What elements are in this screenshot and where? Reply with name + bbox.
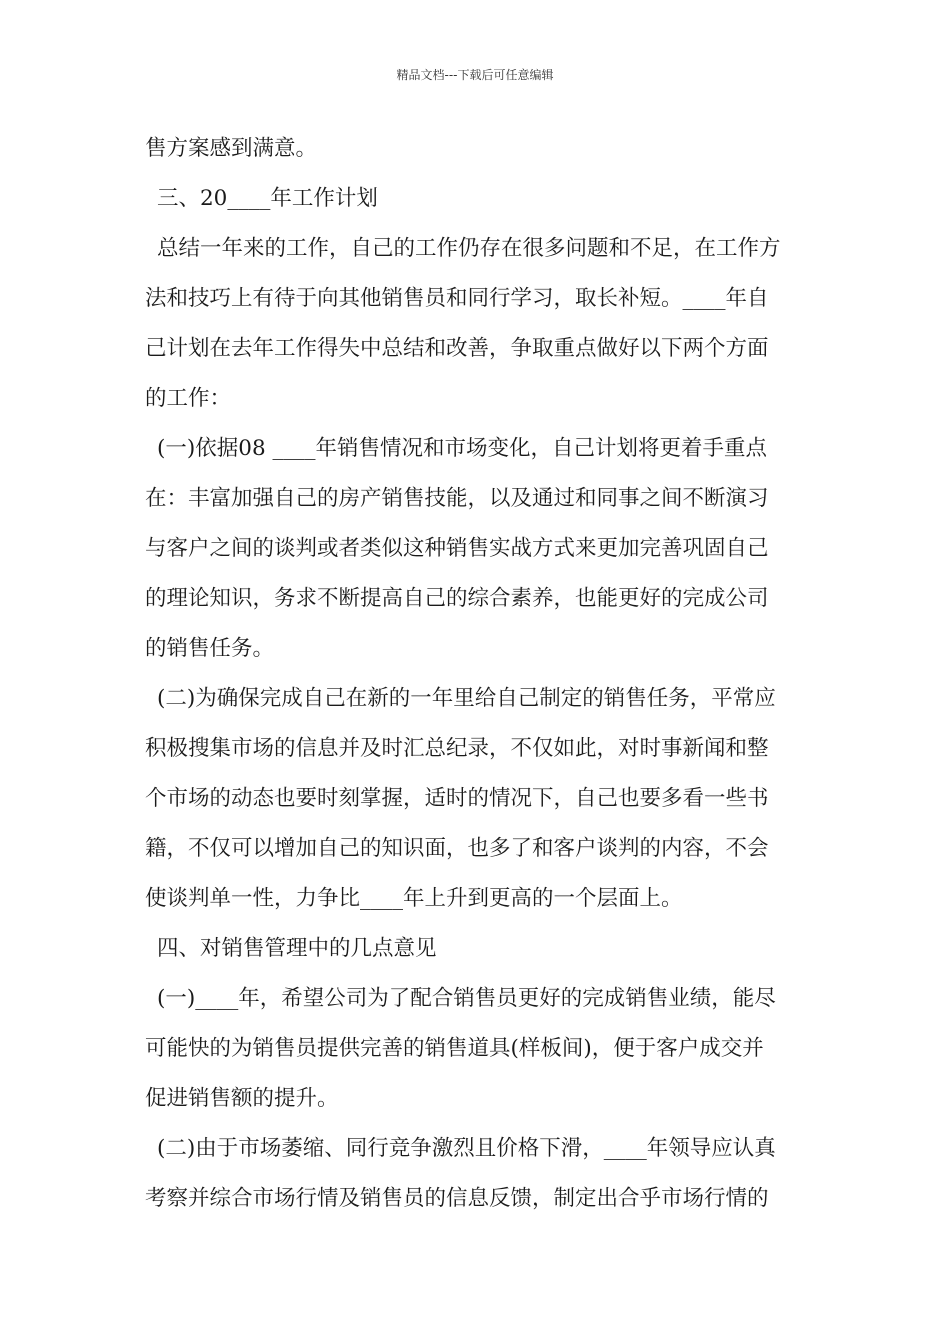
text-line: (二)由于市场萎缩、同行竞争激烈且价格下滑，____年领导应认真 bbox=[157, 1136, 776, 1161]
text-line: (一)____年，希望公司为了配合销售员更好的完成销售业绩，能尽 bbox=[157, 986, 776, 1011]
text-line: 积极搜集市场的信息并及时汇总纪录，不仅如此，对时事新闻和整 bbox=[145, 736, 769, 761]
text-line: 在：丰富加强自己的房产销售技能，以及通过和同事之间不断演习 bbox=[145, 486, 769, 511]
text-line: 的工作： bbox=[145, 386, 232, 411]
text-line: (二)为确保完成自己在新的一年里给自己制定的销售任务，平常应 bbox=[157, 686, 776, 711]
page-header: 精品文档---下载后可任意编辑 bbox=[396, 68, 554, 82]
text-line: 考察并综合市场行情及销售员的信息反馈，制定出合乎市场行情的 bbox=[145, 1186, 769, 1211]
text-line: 法和技巧上有待于向其他销售员和同行学习，取长补短。____年自 bbox=[145, 286, 769, 311]
text-line: 个市场的动态也要时刻掌握，适时的情况下，自己也要多看一些书 bbox=[145, 786, 769, 811]
text-line: 使谈判单一性，力争比____年上升到更高的一个层面上。 bbox=[145, 886, 683, 911]
text-line: 籍，不仅可以增加自己的知识面，也多了和客户谈判的内容，不会 bbox=[145, 836, 769, 861]
document-body bbox=[145, 124, 810, 1224]
section-heading: 三、20____年工作计划 bbox=[157, 186, 378, 211]
text-line: (一)依据08 ____年销售情况和市场变化，自己计划将更着手重点 bbox=[157, 436, 767, 461]
text-line: 的销售任务。 bbox=[145, 636, 275, 661]
text-line: 的理论知识，务求不断提高自己的综合素养，也能更好的完成公司 bbox=[145, 586, 769, 611]
text-line: 可能快的为销售员提供完善的销售道具(样板间)，便于客户成交并 bbox=[145, 1036, 764, 1061]
text-line: 己计划在去年工作得失中总结和改善，争取重点做好以下两个方面 bbox=[145, 336, 769, 361]
text-line: 总结一年来的工作，自己的工作仍存在很多问题和不足，在工作方 bbox=[157, 236, 781, 261]
text-line: 促进销售额的提升。 bbox=[145, 1086, 339, 1111]
text-line: 售方案感到满意。 bbox=[145, 136, 318, 161]
text-line: 与客户之间的谈判或者类似这种销售实战方式来更加完善巩固自己 bbox=[145, 536, 769, 561]
section-heading: 四、对销售管理中的几点意见 bbox=[157, 936, 437, 961]
